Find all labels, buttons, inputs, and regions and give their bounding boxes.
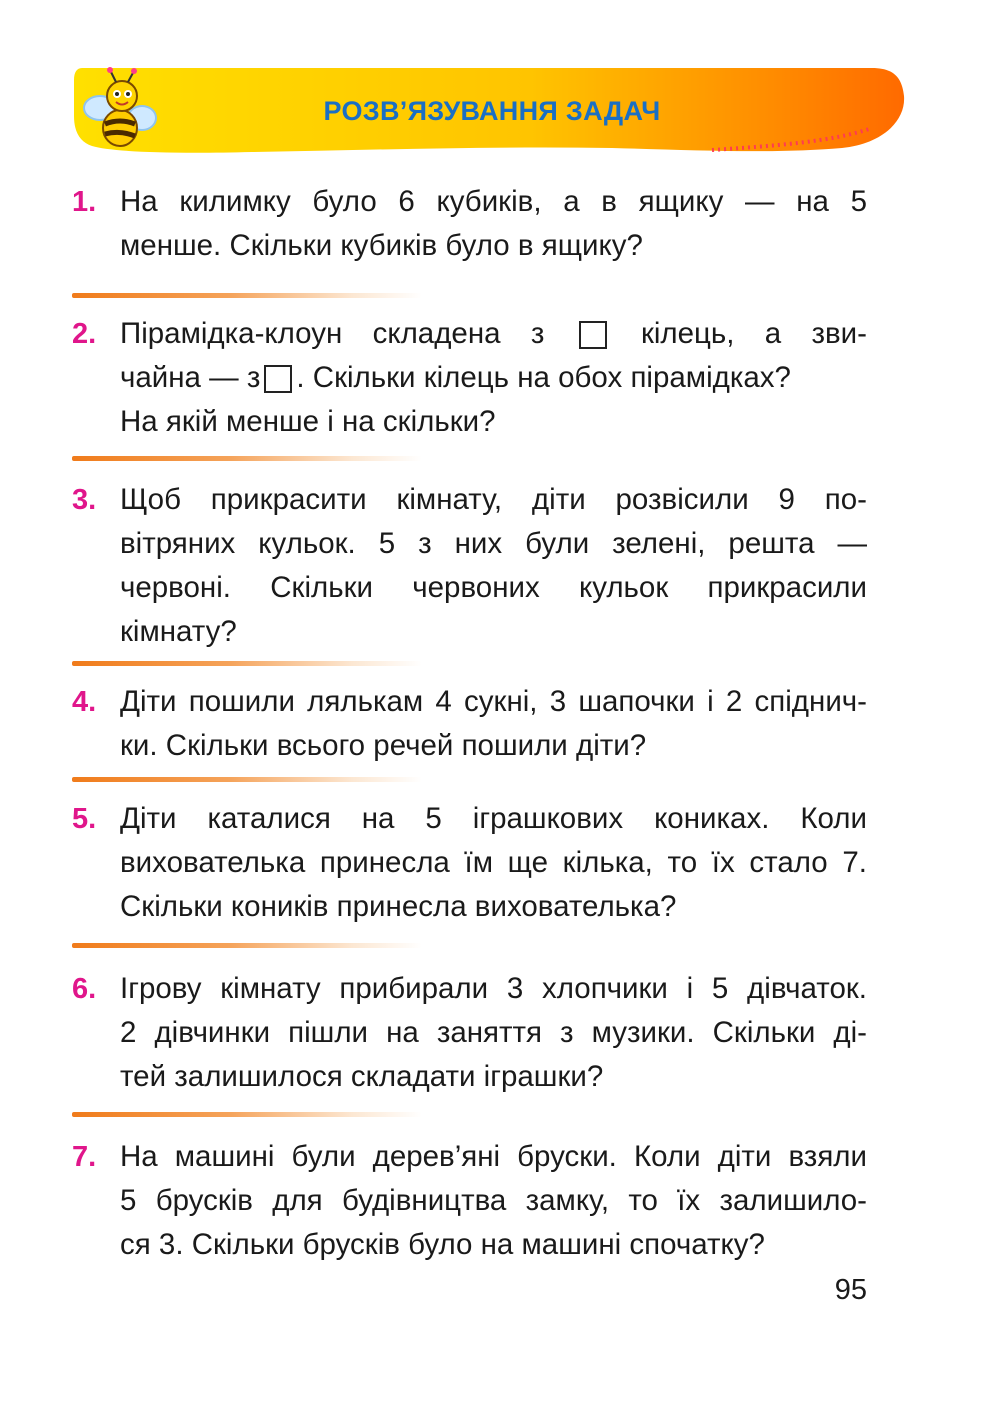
problem-text — [120, 680, 867, 768]
divider — [72, 661, 422, 666]
text-line — [120, 356, 867, 400]
problem-number: 4. — [72, 686, 97, 718]
empty-box-icon — [579, 321, 607, 349]
divider — [72, 456, 422, 461]
header-banner — [72, 66, 922, 158]
text-line: Щоб прикрасити кімнату, діти розвісили 9 по- — [120, 483, 867, 516]
text-line: На килимку було 6 кубиків, а в ящику — на 5 — [120, 185, 867, 218]
text-line: 2 дівчинки пішли на заняття з музики. Скільки ді- — [120, 1016, 867, 1049]
problem-number: 5. — [72, 803, 97, 835]
problem-number: 3. — [72, 484, 97, 516]
text-line: вихователька принесла їм ще кілька, то їх стало 7. — [120, 846, 867, 879]
problem-number: 2. — [72, 318, 97, 350]
text-line: червоні. Скільки червоних кульок прикрасили — [120, 571, 867, 604]
problem-text — [120, 180, 867, 268]
text-line: тей залишилося складати іграшки? — [120, 1060, 604, 1093]
text-line: менше. Скільки кубиків було в ящику? — [120, 229, 643, 262]
bee-icon — [72, 66, 162, 156]
problem-text — [120, 967, 867, 1099]
problem-text — [120, 797, 867, 929]
text-segment: . Скільки кілець на обох пірамідках? — [296, 361, 791, 394]
text-segment: Пірамідка-клоун складена з — [120, 317, 545, 350]
problem-text — [120, 478, 867, 654]
text-segment: чайна — з — [120, 361, 261, 394]
divider — [72, 1112, 422, 1117]
text-line: вітряних кульок. 5 з них були зелені, решта — — [120, 527, 867, 560]
text-line: Ігрову кімнату прибирали 3 хлопчики і 5 дівчаток. — [120, 972, 867, 1005]
problem-number: 1. — [72, 186, 97, 218]
page-number: 95 — [834, 1274, 867, 1306]
divider — [72, 943, 422, 948]
text-line — [120, 312, 867, 356]
text-line: Скільки коників принесла вихователька? — [120, 890, 677, 923]
divider — [72, 293, 422, 298]
text-line: ся 3. Скільки брусків було на машині спочатку? — [120, 1228, 765, 1261]
page-title: РОЗВ’ЯЗУВАННЯ ЗАДАЧ — [323, 96, 661, 126]
problem-number: 6. — [72, 973, 97, 1005]
problem-number: 7. — [72, 1141, 97, 1173]
text-line: ки. Скільки всього речей пошили діти? — [120, 729, 647, 762]
divider — [72, 777, 422, 782]
text-line: Діти пошили лялькам 4 сукні, 3 шапочки і 2 спіднич- — [120, 685, 867, 718]
text-line: На машині були дерев’яні бруски. Коли діти взяли — [120, 1140, 867, 1173]
text-line: 5 брусків для будівництва замку, то їх залишило- — [120, 1184, 867, 1217]
problem-text — [120, 312, 867, 444]
text-line: Діти каталися на 5 іграшкових кониках. Коли — [120, 802, 867, 835]
empty-box-icon — [264, 365, 292, 393]
text-line: На якій менше і на скільки? — [120, 405, 496, 438]
text-segment: кілець, а зви- — [640, 317, 867, 350]
problem-text — [120, 1135, 867, 1267]
text-line: кімнату? — [120, 615, 237, 648]
